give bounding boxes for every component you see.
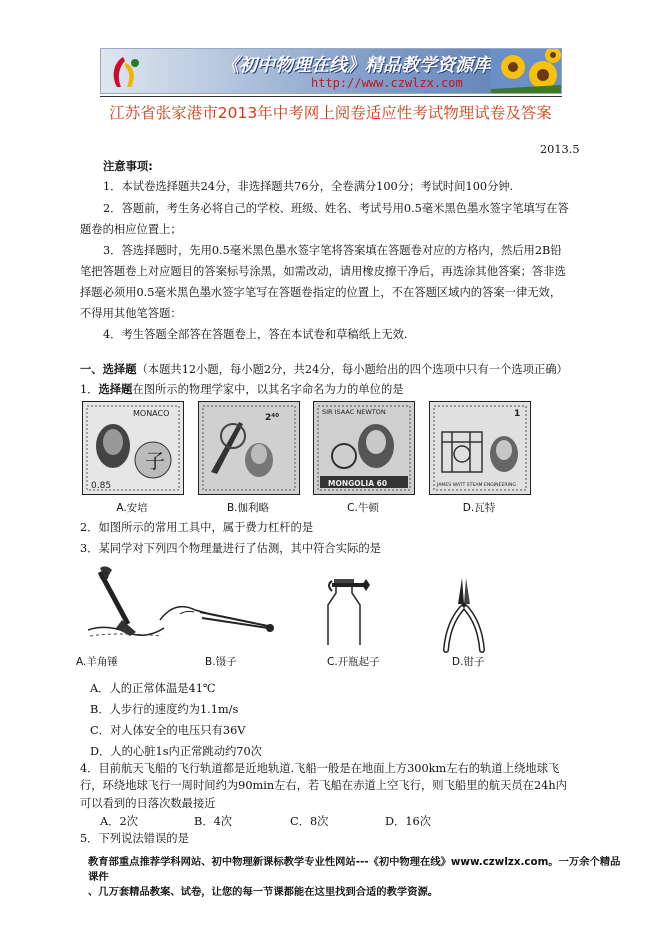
caption-b: B.伽利略: [226, 502, 270, 514]
sunflower-image: [491, 49, 561, 94]
header-banner: [100, 48, 562, 94]
tool-caption-d: D.钳子: [452, 656, 485, 668]
note-line: 题卷的相应位置上；: [80, 223, 182, 236]
stamp-caption: JAMES WATT STEAM ENGINEERING: [437, 483, 516, 488]
question-4-line: 行，环绕地球飞行一周时间约为90min左右，若飞船在赤道上空飞行，则飞船里的航天员在24h内: [80, 779, 567, 792]
site-logo-icon: [105, 53, 145, 91]
question-4-line: 4．目前航天飞船的飞行轨道都是近地轨道.飞船一般是在地面上方300km左右的轨道上绕地球飞: [80, 762, 560, 775]
newton-portrait-icon: [314, 402, 414, 494]
caption-d: D.瓦特: [462, 502, 496, 514]
tool-caption-b: B.镊子: [205, 656, 237, 668]
stamp-value: 2⁴⁰: [265, 413, 280, 423]
note-line: 不得用其他笔答题：: [80, 307, 182, 320]
q3-option-c: C．对人体安全的电压只有36V: [90, 724, 246, 737]
q3-option-b: B．人步行的速度约为1.1m/s: [90, 703, 239, 716]
stamp-name: SIR ISAAC NEWTON: [322, 408, 386, 416]
q3-option-a: A．人的正常体温是41℃: [90, 682, 216, 695]
caption-c: C.牛顿: [347, 502, 379, 514]
stamp-galileo: [198, 401, 300, 495]
section-label: 一、选择题: [80, 363, 137, 376]
q4-option-b: B．4次: [194, 815, 233, 828]
stamp-newton: [313, 401, 415, 495]
stamp-ampere: [82, 401, 184, 495]
q3-option-d: D．人的心脏1s内正常跳动约70次: [90, 745, 262, 758]
pliers-icon: [440, 574, 490, 652]
note-line: 3．答选择题时，先用0.5毫米黑色墨水签字笔将答案填在答题卷对应的方格内，然后用2B铅: [103, 244, 562, 257]
question-text: 在图所示的物理学家中，以其名字命名为力的单位的是: [132, 383, 404, 396]
notes-heading: 注意事项:: [103, 160, 153, 173]
note-line: 笔把答题卷上对应题目的答案标号涂黑，如需改动，请用橡皮擦干净后，再选涂其他答案；答非选: [80, 265, 566, 278]
question-3: 3．某同学对下列四个物理量进行了估测，其中符合实际的是: [80, 542, 381, 555]
stamp-watt: [429, 401, 531, 495]
q4-option-c: C．8次: [290, 815, 329, 828]
note-line: 2．答题前，考生务必将自己的学校、班级、姓名、考试号用0.5毫米黑色墨水签字笔填写在答: [103, 202, 569, 215]
section-heading: [80, 363, 568, 377]
document-date: 2013.5: [540, 143, 580, 156]
header-rule: [100, 96, 562, 97]
question-4-line: 可以看到的日落次数最接近: [80, 797, 216, 810]
footer-line: 教育部重点推荐学科网站、初中物理新课标教学专业性网站---《初中物理在线》www.czwlzx.com。一万余个精品课件: [88, 856, 621, 883]
question-5: 5．下列说法错误的是: [80, 832, 189, 845]
banner-url[interactable]: http://www.czwlzx.com: [311, 76, 463, 90]
tweezers-icon: [150, 590, 280, 640]
page-footer: [88, 855, 628, 900]
question-label: 选择题: [98, 383, 133, 396]
ampere-portrait-icon: [83, 402, 183, 494]
footer-line: 、几万套精品教案、试卷，让您的每一节课都能在这里找到合适的教学资源。: [88, 886, 439, 898]
note-line: 1．本试卷选择题共24分，非选择题共76分，全卷满分100分；考试时间100分钟.: [103, 180, 514, 193]
stamp-country: MONGOLIA 60: [328, 479, 388, 488]
document-title: 江苏省张家港市2013年中考网上阅卷适应性考试物理试卷及答案: [109, 104, 552, 122]
watt-portrait-icon: [430, 402, 530, 494]
caption-a: A.安培: [116, 502, 148, 514]
tool-caption-a: A.羊角锤: [76, 656, 118, 668]
galileo-portrait-icon: [199, 402, 299, 494]
stamp-country: MONACO: [133, 409, 170, 418]
note-line: 择题必须用0.5毫米黑色墨水签字笔写在答题卷指定的位置上，不在答题区域内的答案一律无效，: [80, 286, 562, 299]
question-1: [80, 383, 404, 397]
question-2: 2．如图所示的常用工具中，属于费力杠杆的是: [80, 521, 314, 534]
note-line: 4．考生答题全部答在答题卷上，答在本试卷和草稿纸上无效.: [103, 328, 408, 341]
q4-option-a: A．2次: [100, 815, 138, 828]
section-description: （本题共12小题，每小题2分，共24分，每小题给出的四个选项中只有一个选项正确）: [136, 363, 568, 376]
svg-text:子: 子: [145, 449, 165, 473]
stamp-value: 1: [514, 409, 521, 419]
stamp-value: 0.85: [91, 481, 112, 491]
tool-caption-c: C.开瓶起子: [327, 656, 380, 668]
q4-option-d: D．16次: [385, 815, 432, 828]
bottle-opener-icon: [322, 575, 372, 645]
banner-title: 《初中物理在线》精品教学资源库: [221, 55, 491, 76]
question-number: 1．: [80, 383, 99, 396]
